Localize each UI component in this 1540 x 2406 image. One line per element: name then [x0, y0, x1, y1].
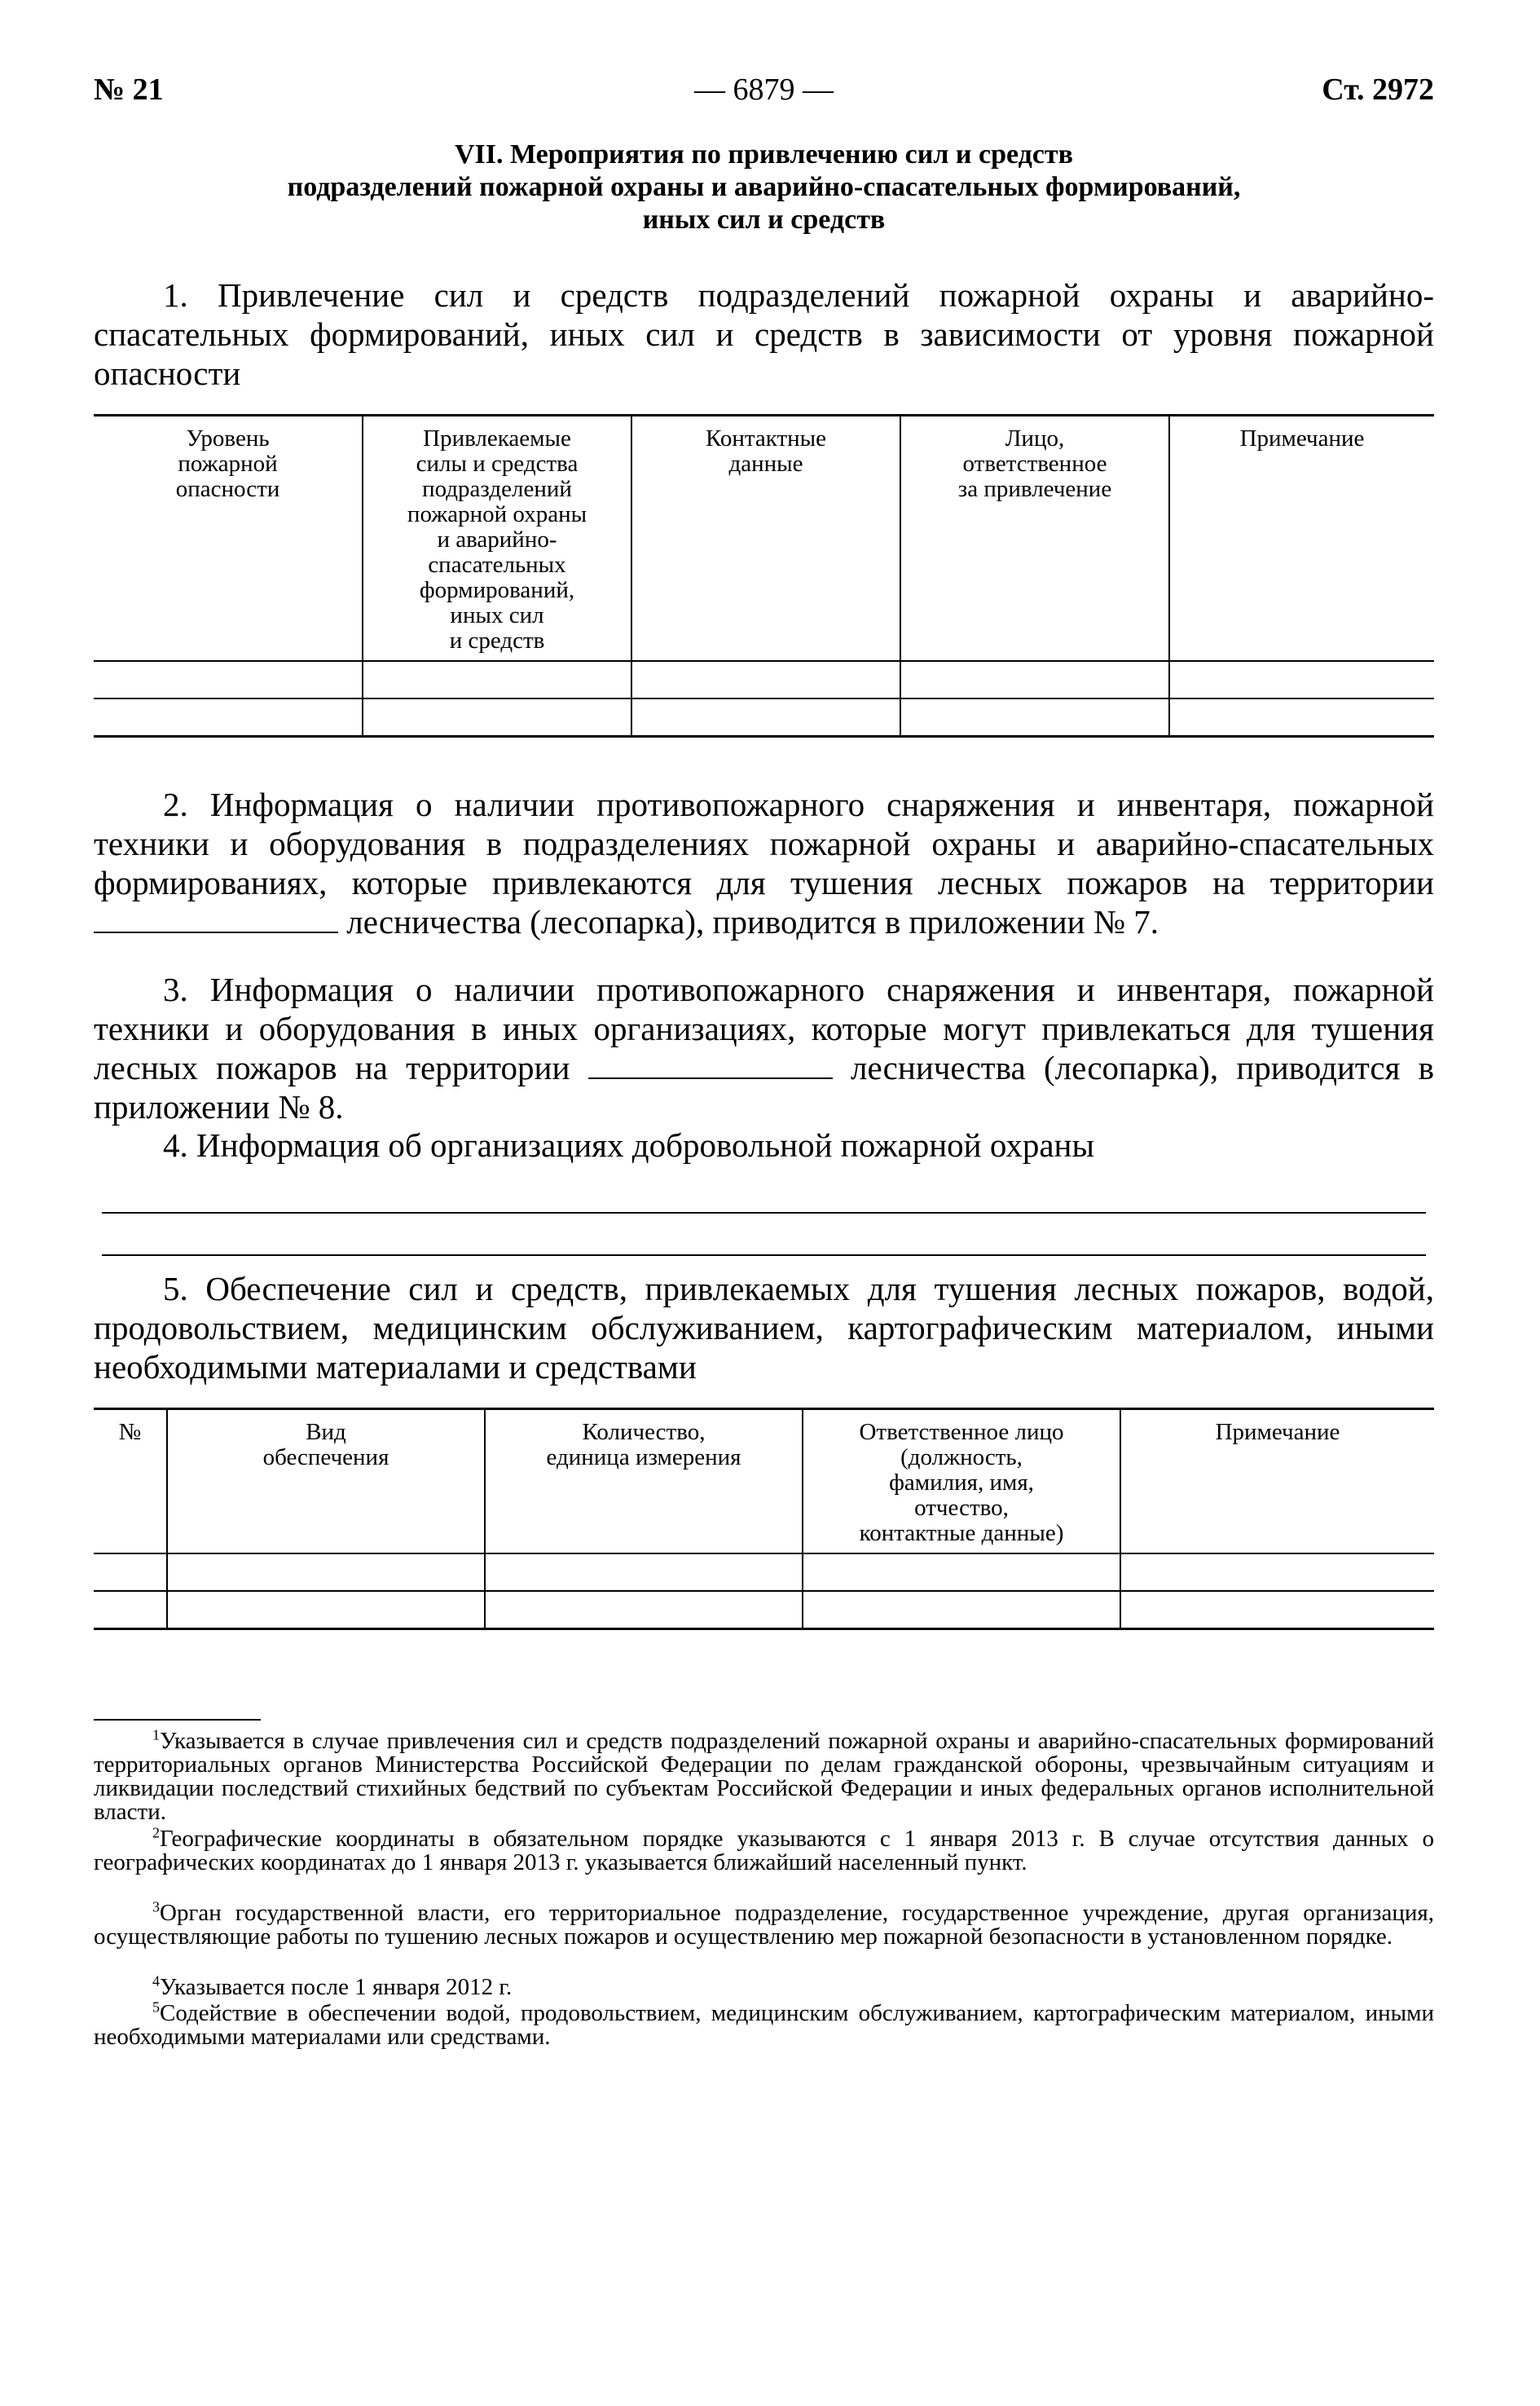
item-2-part-1: 2. Информация о наличии противопожарного снаряжения и инвентаря, пожарной техники и оборудования в подразделениях пожарной охраны и аварийно-спасательных формированиях, которые привлекаются для тушения лесных пожаров на территории	[94, 786, 1434, 901]
table-cell[interactable]	[485, 1591, 803, 1629]
footnote-text: Указывается в случае привлечения сил и средств подразделений пожарной охраны и аварийно-спасательных формирований территориальных органов Министерства Российской Федерации по делам гражданской обороны, чрезвычайным ситуациям и ликвидации последствий стихийных бедствий по субъектам Российской Федерации и иных федеральных органов исполнительной власти.	[94, 1728, 1434, 1825]
col-attracted-forces: Привлекаемые силы и средства подразделений пожарной охраны и аварийно- спасательных формирований, иных сил и средств	[363, 416, 631, 662]
table-cell[interactable]	[94, 1591, 167, 1629]
footnote-text: Содействие в обеспечении водой, продовольствием, медицинским обслуживанием, картографическим материалом, иными необходимыми материалами или средствами.	[94, 2000, 1434, 2050]
table-cell[interactable]	[94, 661, 363, 698]
table-cell[interactable]	[1169, 661, 1434, 698]
section-title-line: подразделений пожарной охраны и аварийно-спасательных формирований,	[287, 172, 1241, 202]
table-cell[interactable]	[1120, 1553, 1434, 1591]
footnote-mark: 4	[152, 1972, 160, 1990]
issue-number: № 21	[94, 73, 164, 107]
table-cell[interactable]	[485, 1553, 803, 1591]
footnote-separator	[94, 1719, 261, 1721]
table-cell[interactable]	[167, 1591, 485, 1629]
table-cell[interactable]	[167, 1553, 485, 1591]
col-responsible-person: Лицо, ответственное за привлечение	[900, 416, 1169, 662]
table-row	[94, 1553, 1434, 1591]
footnote-text: Орган государственной власти, его территориальное подразделение, государственное учреждение, другая организация, осуществляющие работы по тушению лесных пожаров и осуществлению мер пожарной безопасности в установленном порядке.	[94, 1900, 1434, 1950]
item-1-text: 1. Привлечение сил и средств подразделений пожарной охраны и аварийно-спасательных формирований, иных сил и средств в зависимости от уровня пожарной опасности	[94, 276, 1434, 392]
forces-table-header	[94, 416, 1434, 662]
fill-in-line[interactable]	[102, 1254, 1426, 1256]
table-cell[interactable]	[631, 698, 900, 737]
col-fire-danger-level: Уровень пожарной опасности	[175, 425, 280, 502]
col-number: №	[118, 1419, 142, 1445]
table-cell[interactable]	[900, 661, 1169, 698]
provision-table-header	[94, 1409, 1434, 1554]
footnote-mark: 2	[152, 1824, 160, 1841]
forestry-name-blank[interactable]	[588, 1053, 833, 1079]
footnote-mark: 5	[152, 1998, 160, 2016]
footnote-text: Указывается после 1 января 2012 г.	[160, 1974, 513, 2000]
forestry-name-blank[interactable]	[94, 907, 338, 933]
col-responsible-person: Ответственное лицо (должность, фамилия, имя, отчество, контактные данные)	[803, 1409, 1120, 1554]
forces-table	[94, 414, 1434, 738]
item-3-part-1: 3. Информация о наличии противопожарного снаряжения и инвентаря, пожарной техники и оборудования в иных организациях, которые могут привлекаться для тушения лесных пожаров на территории	[94, 971, 1434, 1086]
section-title	[94, 139, 1434, 236]
footnote-text: Географические координаты в обязательном порядке указываются с 1 января 2013 г. В случае отсутствия данных о географических координатах до 1 января 2013 г. указывается ближайший населенный пункт.	[94, 1826, 1434, 1875]
table-cell[interactable]	[94, 698, 363, 737]
item-5-text: 5. Обеспечение сил и средств, привлекаемых для тушения лесных пожаров, водой, продовольствием, медицинским обслуживанием, картографическим материалом, иными необходимыми материалами и средствами	[94, 1270, 1434, 1386]
table-cell[interactable]	[1169, 698, 1434, 737]
table-row	[94, 698, 1434, 737]
item-2-part-2: лесничества (лесопарка), приводится в приложении № 7.	[346, 903, 1159, 941]
table-cell[interactable]	[1120, 1591, 1434, 1629]
fill-in-line[interactable]	[102, 1212, 1426, 1214]
footnote-mark: 3	[152, 1898, 160, 1915]
table-cell[interactable]	[363, 698, 631, 737]
table-row	[94, 1591, 1434, 1629]
col-provision-type: Вид обеспечения	[167, 1409, 485, 1554]
footnote-mark: 1	[152, 1726, 160, 1743]
item-3-part-2: лесничества (лесопарка), приводится в приложении № 8.	[94, 1049, 1435, 1126]
item-2-text	[94, 785, 1434, 941]
col-quantity-unit: Количество, единица измерения	[485, 1409, 803, 1554]
footnote-5	[94, 1998, 1434, 2050]
table-cell[interactable]	[900, 698, 1169, 737]
page-number: — 6879 —	[694, 73, 834, 107]
section-title-line: иных сил и средств	[642, 205, 886, 235]
provision-table	[94, 1408, 1434, 1630]
table-row	[94, 661, 1434, 698]
col-contact-data: Контактные данные	[631, 416, 900, 662]
item-4-text: 4. Информация об организациях добровольной пожарной охраны	[163, 1126, 1095, 1164]
table-cell[interactable]	[803, 1553, 1120, 1591]
footnote-4	[94, 1972, 1434, 2000]
col-note: Примечание	[1120, 1409, 1434, 1554]
table-cell[interactable]	[94, 1553, 167, 1591]
footnote-1	[94, 1726, 1434, 1825]
footnote-2	[94, 1824, 1434, 1875]
item-3-text	[94, 970, 1434, 1126]
col-note: Примечание	[1169, 416, 1434, 662]
table-cell[interactable]	[803, 1591, 1120, 1629]
table-cell[interactable]	[363, 661, 631, 698]
running-head	[94, 72, 1434, 112]
table-cell[interactable]	[631, 661, 900, 698]
footnote-3	[94, 1898, 1434, 1950]
section-title-line: VII. Мероприятия по привлечению сил и средств	[454, 139, 1073, 170]
article-number: Ст. 2972	[1322, 73, 1434, 107]
